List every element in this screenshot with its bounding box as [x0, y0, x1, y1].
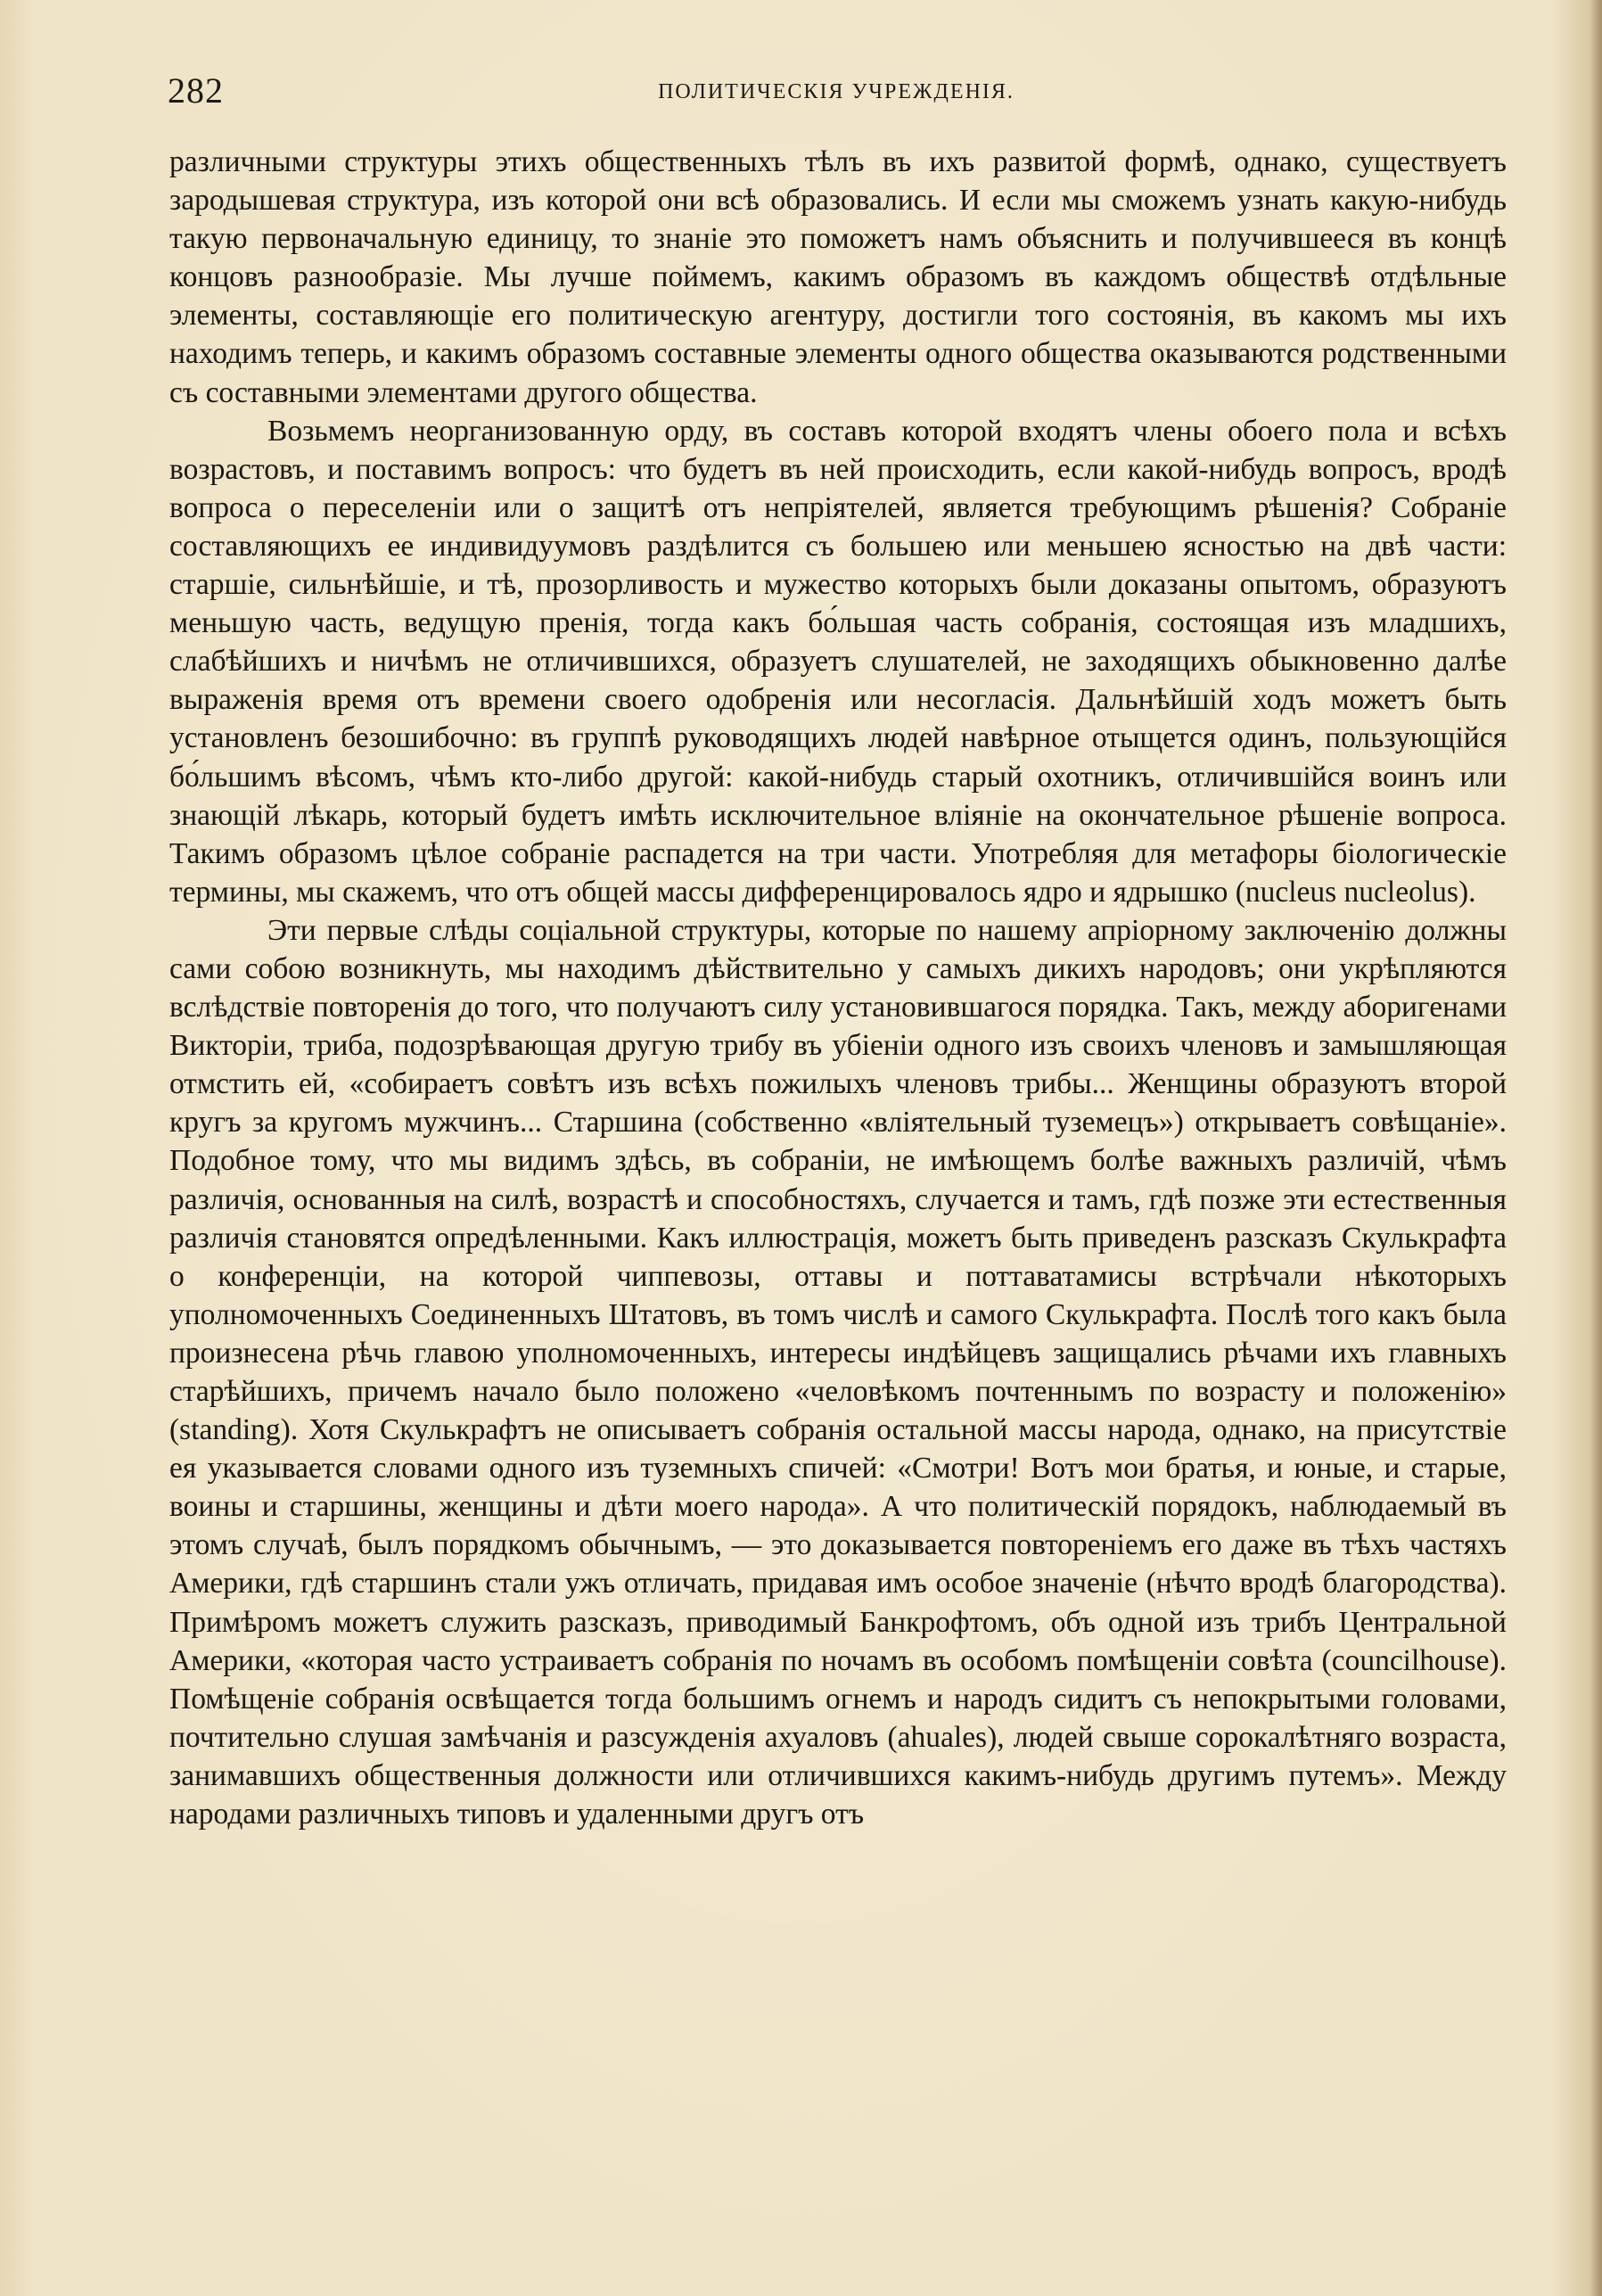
page-edge-shadow [1590, 0, 1602, 2296]
page-number: 282 [168, 70, 224, 111]
paragraph-continuation: различными структуры этихъ общественныхъ тѣлъ въ ихъ развитой формѣ, однако, существуетъ зародышевая структура, изъ которой они всѣ образовались. И если мы сможемъ узнать какую-нибудь такую первоначальную единицу, то знаніе это поможетъ намъ объяснить и получившееся въ концѣ концовъ разнообразіе. Мы лучше поймемъ, какимъ образомъ въ каждомъ обществѣ отдѣльные элементы, составляющіе его политическую агентуру, достигли того состоянія, въ какомъ мы ихъ находимъ теперь, и какимъ образомъ составные элементы одного общества оказываются родственными съ составными элементами другого общества. [169, 145, 1507, 409]
paragraph-social-structure: Эти первые слѣды соціальной структуры, которые по нашему апріорному заключенію должны сами собою возникнуть, мы находимъ дѣйствительно у самыхъ дикихъ народовъ; они укрѣпляются вслѣдствіе повторенія до того, что получаютъ силу установившагося порядка. Такъ, между аборигенами Викторіи, триба, подозрѣвающая другую трибу въ убіеніи одного изъ своихъ членовъ и замышляющая отмстить ей, «собираетъ совѣтъ изъ всѣхъ пожилыхъ членовъ трибы... Женщины образуютъ второй кругъ за кругомъ мужчинъ... Старшина (собственно «вліятельный туземецъ») открываетъ совѣщаніе». Подобное тому, что мы видимъ здѣсь, въ собраніи, не имѣющемъ болѣе важныхъ различій, чѣмъ различія, основанныя на силѣ, возрастѣ и способностяхъ, случается и тамъ, гдѣ позже эти естественныя различія становятся опредѣленными. Какъ иллюстрація, можетъ быть приведенъ разсказъ Скулькрафта о конференціи, на которой чиппевозы, оттавы и поттаватамисы встрѣчали нѣкоторыхъ уполномоченныхъ Соединенныхъ Штатовъ, въ томъ числѣ и самого Скулькрафта. Послѣ того какъ была произнесена рѣчь главою уполномоченныхъ, интересы индѣйцевъ защищались рѣчами ихъ главныхъ старѣйшихъ, причемъ начало было положено «человѣкомъ почтеннымъ по возрасту и положенію» (standing). Хотя Скулькрафтъ не описываетъ собранія остальной массы народа, однако, на присутствіе ея указывается словами одного изъ туземныхъ спичей: «Смотри! Вотъ мои братья, и юные, и старые, воины и старшины, женщины и дѣти моего народа». А что политическій порядокъ, наблюдаемый въ этомъ случаѣ, былъ порядкомъ обычнымъ, — это доказывается повтореніемъ его даже въ тѣхъ частяхъ Америки, гдѣ старшинъ стали ужъ отличать, придавая имъ особое значеніе (нѣчто вродѣ благородства). Примѣромъ можетъ служить разсказъ, приводимый Банкрофтомъ, объ одной изъ трибъ Центральной Америки, «которая часто устраиваетъ собранія по ночамъ въ особомъ помѣщеніи совѣта (councilhouse). Помѣщеніе собранія освѣщается тогда большимъ огнемъ и народъ сидитъ съ непокрытыми головами, почтительно слушая замѣчанія и разсужденія ахуаловъ (ahuales), людей свыше сорокалѣтняго возраста, занимавшихъ общественныя должности или отличившихся какимъ-нибудь другимъ путемъ». Между народами различныхъ типовъ и удаленными другъ отъ [169, 913, 1507, 1831]
running-title: ПОЛИТИЧЕСКІЯ УЧРЕЖДЕНІЯ. [658, 80, 1015, 103]
page-header [168, 64, 1505, 118]
paragraph-horde: Возьмемъ неорганизованную орду, въ составъ которой входятъ члены обоего пола и всѣхъ возрастовъ, и поставимъ вопросъ: что будетъ въ ней происходить, если какой-нибудь вопросъ, вродѣ вопроса о переселеніи или о защитѣ отъ непріятелей, является требующимъ рѣшенія? Собраніе составляющихъ ее индивидуумовъ раздѣлится съ большею или меньшею ясностью на двѣ части: старшіе, сильнѣйшіе, и тѣ, прозорливость и мужество которыхъ были доказаны опытомъ, образуютъ меньшую часть, ведущую пренія, тогда какъ бо́льшая часть собранія, состоящая изъ младшихъ, слабѣйшихъ и ничѣмъ не отличившихся, образуетъ слушателей, не заходящихъ обыкновенно далѣе выраженія время отъ времени своего одобренія или несогласія. Дальнѣйшій ходъ можетъ быть установленъ безошибочно: въ группѣ руководящихъ людей навѣрное отыщется одинъ, пользующійся бо́льшимъ вѣсомъ, чѣмъ кто-либо другой: какой-нибудь старый охотникъ, отличившійся воинъ или знающій лѣкарь, который будетъ имѣть исключительное вліяніе на окончательное рѣшеніе вопроса. Такимъ образомъ цѣлое собраніе распадется на три части. Употребляя для метафоры біологическіе термины, мы скажемъ, что отъ общей массы дифференцировалось ядро и ядрышко (nucleus nucleolus). [169, 414, 1507, 909]
body-text [169, 143, 1507, 1833]
